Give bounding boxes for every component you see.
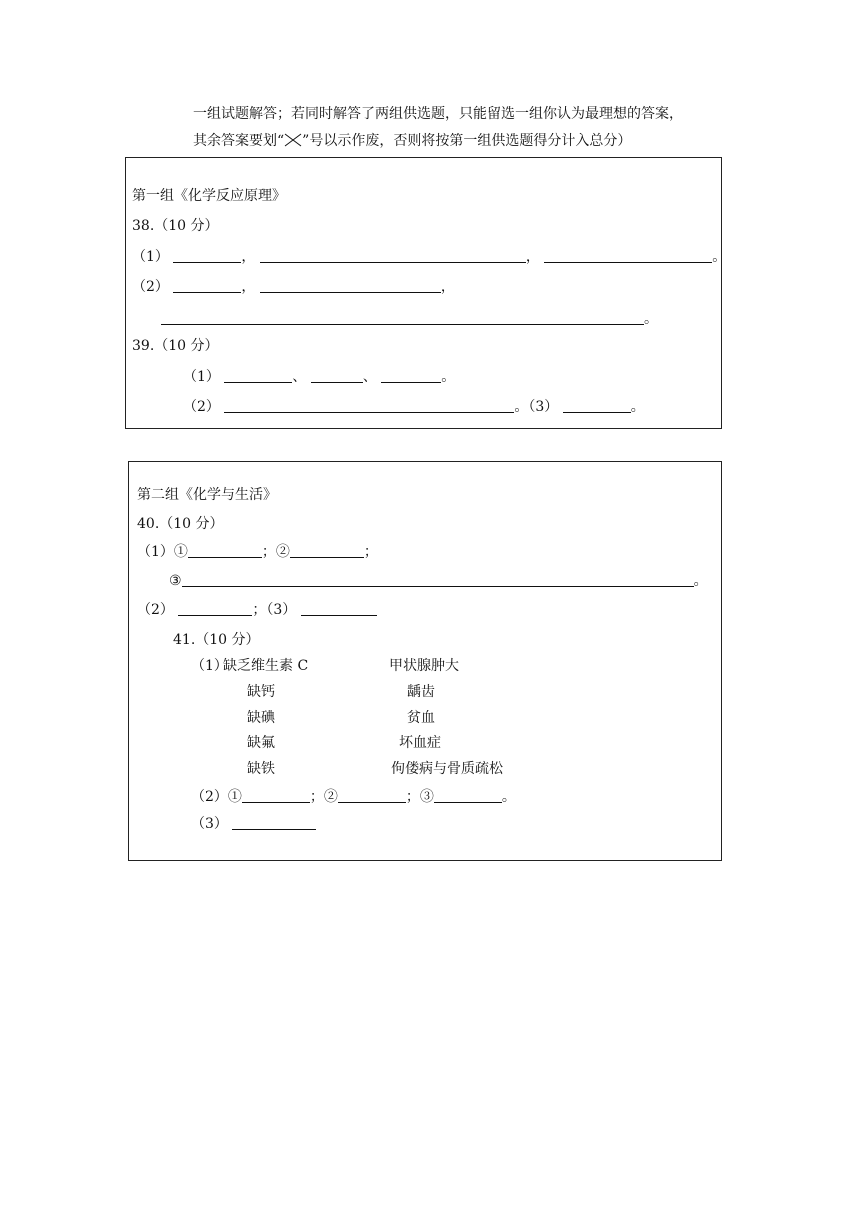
answer-blank[interactable] — [381, 368, 441, 383]
answer-blank[interactable] — [182, 572, 694, 587]
match-right-item: 龋齿 — [407, 684, 435, 700]
q41-part3 — [191, 815, 316, 833]
answer-blank[interactable] — [224, 368, 292, 383]
circle-2-label: ；② — [309, 789, 338, 805]
answer-blank[interactable] — [311, 368, 363, 383]
match-left-item: 缺钙 — [247, 684, 275, 700]
match-left-item: 缺铁 — [247, 761, 275, 777]
q40-part1-3 — [169, 572, 708, 590]
q41-heading: 41.（10 分） — [173, 632, 260, 648]
q40-heading: 40.（10 分） — [137, 516, 224, 532]
q39-part1 — [183, 368, 455, 386]
cross-mark-icon — [284, 133, 302, 147]
match-left-item: 缺乏维生素 C — [223, 658, 309, 674]
answer-blank[interactable] — [161, 310, 644, 325]
intro-line-2-after: ”号以示作废，否则将按第一组供选题得分计入总分） — [302, 133, 632, 149]
semicolon: ； — [363, 544, 378, 560]
match-right-item: 佝偻病与骨质疏松 — [391, 761, 503, 777]
answer-blank[interactable] — [224, 398, 514, 413]
answer-blank[interactable] — [178, 601, 252, 616]
intro-line-2 — [193, 132, 631, 150]
q41-part3-label: （3） — [191, 816, 228, 832]
q38-part2 — [132, 278, 455, 296]
match-right-item: 坏血症 — [399, 735, 441, 751]
dun-mark: 、 — [292, 369, 307, 385]
answer-blank[interactable] — [260, 278, 441, 293]
match-right-item: 甲状腺肿大 — [389, 658, 459, 674]
comma: ， — [440, 279, 455, 295]
answer-blank[interactable] — [563, 398, 631, 413]
answer-blank[interactable] — [260, 248, 526, 263]
answer-blank[interactable] — [290, 543, 364, 558]
q39-part2-label: （2） — [183, 399, 220, 415]
dun-mark: 、 — [362, 369, 377, 385]
period: 。 — [693, 573, 708, 589]
answer-blank[interactable] — [434, 788, 502, 803]
circle-3-label: ；③ — [405, 789, 434, 805]
q38-part1-label: （1） — [132, 249, 169, 265]
answer-blank[interactable] — [544, 248, 712, 263]
comma: ， — [241, 279, 256, 295]
q41-part2 — [191, 788, 516, 806]
q40-part1 — [137, 543, 378, 561]
q40-part3-label: ；（3） — [252, 602, 297, 618]
answer-blank[interactable] — [338, 788, 406, 803]
answer-blank[interactable] — [173, 278, 241, 293]
circle-3-label: ③ — [169, 573, 182, 589]
q39-part2 — [183, 398, 645, 416]
q40-part1-label: （1）① — [137, 544, 188, 560]
q38-part2-label: （2） — [132, 279, 169, 295]
q40-part2 — [137, 601, 377, 619]
circle-2-label: ；② — [261, 544, 290, 560]
answer-blank[interactable] — [173, 248, 241, 263]
group2-title: 第二组《化学与生活》 — [137, 487, 277, 503]
answer-blank[interactable] — [188, 543, 262, 558]
q38-part2-long — [161, 310, 658, 328]
q39-part3-label: （3） — [528, 399, 559, 415]
period: 。 — [441, 369, 456, 385]
q38-heading: 38.（10 分） — [132, 218, 219, 234]
period: 。 — [644, 311, 658, 327]
intro-line-2-before: 其余答案要划“ — [193, 133, 285, 149]
match-left-item: 缺碘 — [247, 710, 275, 726]
comma: ， — [241, 249, 256, 265]
q39-part1-label: （1） — [183, 369, 220, 385]
comma: ， — [525, 249, 540, 265]
q38-part1 — [132, 248, 726, 266]
q41-part1-label: （1） — [191, 658, 228, 674]
period: 。 — [514, 399, 529, 415]
group1-title: 第一组《化学反应原理》 — [132, 188, 286, 204]
match-left-item: 缺氟 — [247, 735, 275, 751]
period: 。 — [630, 399, 645, 415]
answer-blank[interactable] — [232, 815, 316, 830]
q40-part2-label: （2） — [137, 602, 174, 618]
period: 。 — [712, 249, 727, 265]
period: 。 — [501, 789, 516, 805]
q39-heading: 39.（10 分） — [132, 338, 219, 354]
answer-blank[interactable] — [242, 788, 310, 803]
match-right-item: 贫血 — [407, 710, 435, 726]
intro-line-1: 一组试题解答；若同时解答了两组供选题，只能留选一组你认为最理想的答案， — [193, 106, 683, 122]
q41-part2-label: （2）① — [191, 789, 242, 805]
answer-blank[interactable] — [301, 601, 377, 616]
